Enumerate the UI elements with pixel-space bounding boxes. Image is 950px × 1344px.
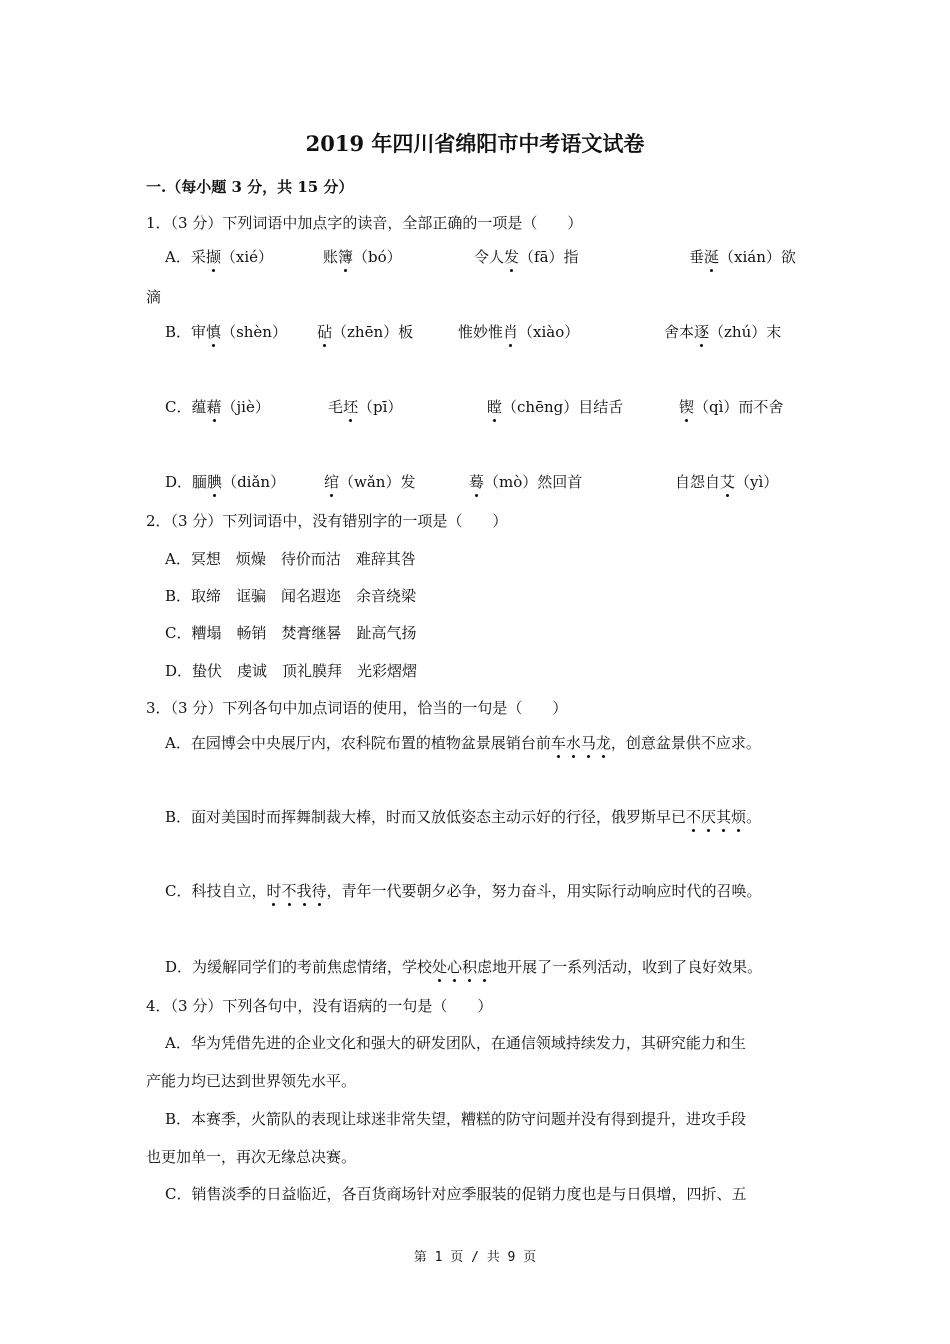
q1-d-item4 (675, 471, 778, 492)
q2-option-d: D．蛰伏 虔诚 顶礼膜拜 光彩熠熠 (165, 662, 418, 680)
dotted-char: 艾 (720, 473, 736, 491)
pinyin: （zhēn）板 (332, 323, 414, 341)
dotted-char: 肖 (503, 323, 519, 341)
pinyin: （diǎn） (222, 473, 286, 491)
dotted-char: 不 (686, 808, 702, 826)
dotted-char: 绾 (324, 473, 340, 491)
dotted-char: 瞠 (487, 398, 503, 416)
q1-option-b (165, 321, 287, 342)
dotted-char: 发 (504, 248, 520, 266)
dotted-char: 腆 (207, 473, 223, 491)
dotted-char: 簿 (338, 248, 354, 266)
dotted-char: 我 (296, 882, 312, 900)
q4-option-b-line1: B．本赛季，火箭队的表现让球迷非常失望，糟糕的防守问题并没有得到提升，进攻手段 (165, 1110, 747, 1128)
text: 自怨自 (675, 473, 721, 491)
pinyin: （xián）欲 (719, 248, 796, 266)
text: 毛 (328, 398, 344, 416)
dotted-char: 涎 (704, 248, 720, 266)
dotted-char: 水 (565, 734, 581, 752)
dotted-char: 待 (311, 882, 327, 900)
pinyin: （zhú）末 (709, 323, 782, 341)
dotted-char: 砧 (317, 323, 333, 341)
dotted-char: 龙 (595, 734, 611, 752)
q1-option-d (165, 471, 285, 492)
dotted-char: 其 (716, 808, 732, 826)
q1-option-a (165, 246, 273, 267)
q1-b-item2 (317, 321, 413, 342)
q1-b-item4 (664, 321, 781, 342)
q3-stem: 3．（3 分）下列各句中加点词语的使用，恰当的一句是（ ） (146, 699, 568, 717)
q4-stem: 4．（3 分）下列各句中，没有语病的一句是（ ） (146, 997, 493, 1015)
text: ，青年一代要朝夕必争，努力奋斗，用实际行动响应时代的召唤。 (326, 882, 762, 900)
dotted-char: 藉 (206, 398, 222, 416)
pinyin: （fā）指 (519, 248, 579, 266)
q4-option-b-line2: 也更加单一，再次无缘总决赛。 (146, 1148, 357, 1166)
page-title: 2019 年四川省绵阳市中考语文试卷 (305, 131, 645, 156)
dotted-char: 逐 (694, 323, 710, 341)
q4-option-a-line2: 产能力均已达到世界领先水平。 (146, 1072, 357, 1090)
pinyin: （xiào） (518, 323, 580, 341)
dotted-char: 处 (432, 958, 448, 976)
page-footer: 第 1 页 / 共 9 页 (413, 1250, 537, 1265)
q1-a-continuation: 滴 (146, 288, 162, 306)
dotted-char: 慎 (206, 323, 222, 341)
q1-stem: 1．（3 分）下列词语中加点字的读音，全部正确的一项是（ ） (146, 214, 583, 232)
dotted-char: 坯 (343, 398, 359, 416)
pinyin: （xié） (220, 248, 274, 266)
dotted-char: 蓦 (469, 473, 485, 491)
q1-a-item4 (689, 246, 796, 267)
text: 审 (191, 323, 207, 341)
q3-option-c (165, 880, 762, 901)
section-heading: 一.（每小题 3 分，共 15 分） (146, 178, 354, 196)
text: 。 (746, 808, 762, 826)
q2-option-b: B．取缔 诓骗 闻名遐迩 余音绕梁 (165, 587, 417, 605)
q1-a-item3 (474, 246, 579, 267)
text: 蕴 (191, 398, 207, 416)
text: B．面对美国时而挥舞制裁大棒，时而又放低姿态主动示好的行径，俄罗斯早已 (165, 808, 687, 826)
text: 账 (323, 248, 339, 266)
pinyin: （chēng）目结舌 (502, 398, 624, 416)
text: 舍本 (664, 323, 695, 341)
pinyin: （mò）然回首 (484, 473, 583, 491)
q2-option-c: C．糟塌 畅销 焚膏继晷 趾高气扬 (165, 624, 417, 642)
dotted-char: 锲 (679, 398, 695, 416)
pinyin: （wǎn）发 (339, 473, 416, 491)
text: ，创意盆景供不应求。 (610, 734, 761, 752)
option-label: D． (165, 473, 193, 491)
q3-option-a (165, 732, 761, 753)
option-label: A． (165, 248, 191, 266)
q4-option-a-line1: A．华为凭借先进的企业文化和强大的研发团队，在通信领域持续发力，其研究能力和生 (165, 1034, 746, 1052)
q1-c-item4 (679, 396, 783, 417)
pinyin: （jiè） (221, 398, 270, 416)
dotted-char: 马 (580, 734, 596, 752)
dotted-char: 烦 (731, 808, 747, 826)
pinyin: （pī） (358, 398, 403, 416)
dotted-char: 厌 (701, 808, 717, 826)
pinyin: （qì）而不舍 (694, 398, 784, 416)
text: A．在园博会中央展厅内，农科院布置的植物盆景展销台前 (165, 734, 551, 752)
pinyin: （shèn） (221, 323, 287, 341)
q1-d-item2 (324, 471, 415, 492)
pinyin: （bó） (353, 248, 402, 266)
text: 惟妙惟 (458, 323, 504, 341)
option-label: B． (165, 323, 192, 341)
text: D．为缓解同学们的考前焦虑情绪，学校 (165, 958, 433, 976)
q2-stem: 2．（3 分）下列词语中，没有错别字的一项是（ ） (146, 512, 508, 530)
dotted-char: 心 (447, 958, 463, 976)
text: C．科技自立， (165, 882, 267, 900)
q1-c-item2 (328, 396, 402, 417)
q1-b-item3 (458, 321, 579, 342)
q4-option-c-line1: C．销售淡季的日益临近，各百货商场针对应季服装的促销力度也是与日俱增，四折、五 (165, 1185, 747, 1203)
text: 令人 (474, 248, 505, 266)
text: 地开展了一系列活动，收到了良好效果。 (492, 958, 763, 976)
text: 垂 (689, 248, 705, 266)
dotted-char: 撷 (205, 248, 221, 266)
text: 腼 (192, 473, 208, 491)
dotted-char: 时 (266, 882, 282, 900)
option-label: C． (165, 398, 192, 416)
dotted-char: 车 (550, 734, 566, 752)
q1-c-item3 (487, 396, 623, 417)
dotted-char: 积 (462, 958, 478, 976)
pinyin: （yì） (735, 473, 779, 491)
q3-option-b (165, 806, 761, 827)
q1-d-item3 (469, 471, 582, 492)
q3-option-d (165, 956, 762, 977)
q1-option-c (165, 396, 270, 417)
text: 采 (190, 248, 206, 266)
q2-option-a: A．冥想 烦燥 待价而沽 难辞其咎 (165, 550, 416, 568)
dotted-char: 不 (281, 882, 297, 900)
q1-a-item2 (323, 246, 402, 267)
dotted-char: 虑 (477, 958, 493, 976)
